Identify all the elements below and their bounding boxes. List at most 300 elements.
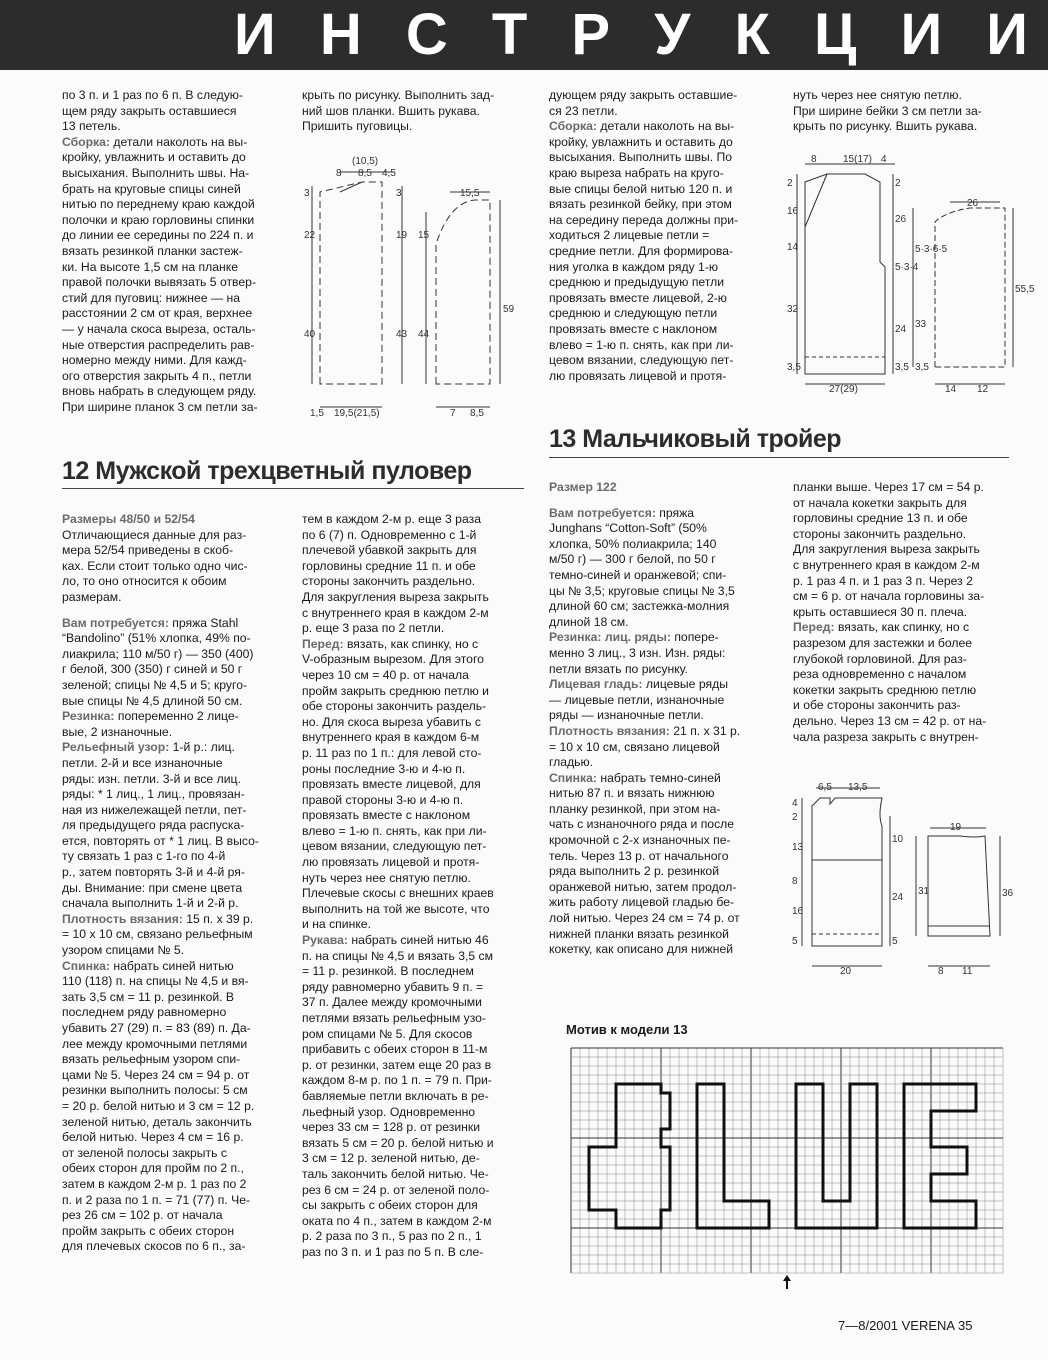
section-12-column-2 (302, 512, 520, 1261)
text-line: длиной 60 см; застежка-молния (549, 599, 730, 614)
header-letter: К (734, 2, 770, 67)
dim-label: 15,5 (460, 188, 480, 199)
text-line: р. еще 3 раза по 2 петли. (302, 621, 445, 636)
header-letter: Н (319, 2, 362, 67)
text-line: р. 11 раз по 1 п.: для левой сто- (302, 745, 482, 760)
text-line: раз по 3 п. и 1 раз по 5 п. В сле- (302, 1244, 484, 1259)
motif-grid-chart (567, 1044, 1011, 1284)
text-line: ния уголка в каждом ряду 1-ю (549, 259, 719, 274)
paragraph-label: Перед: (793, 620, 835, 635)
text-line: щем ряду закрыть оставшиеся (62, 103, 237, 118)
text-line: Пришить пуговицы. (302, 119, 413, 134)
sleeve-outline (928, 836, 990, 936)
paragraph-label: Плотность вязания: (549, 723, 670, 738)
sleeve-outline (436, 200, 490, 384)
center-arrow-icon (783, 1275, 791, 1289)
text-line: ся 23 петли. (549, 103, 618, 118)
text-line: вые спицы белой нитью 120 п. и (549, 181, 733, 196)
text-line: горловины средние 11 п. и обе (302, 558, 476, 573)
dim-label: 3,5 (915, 362, 929, 373)
text-line: ого отверстия закрыть 4 п., петли (62, 368, 252, 383)
text-line: п. на спицы № 4,5 и вязать 3,5 см (302, 948, 494, 963)
paragraph-label: Вам потребуется: (549, 505, 656, 520)
text-line: с внутреннего края в каждом 2-м (793, 557, 980, 572)
text-line: ром спицами № 5. Для скосов (302, 1026, 473, 1041)
text-line: каждом 8-м р. по 1 п. = 79 п. При- (302, 1073, 492, 1088)
text-line: расстоянии 2 см от края, верхнее (62, 306, 253, 321)
text-line: пройм закрыть с обеих сторон (62, 1223, 235, 1238)
section-12-column-1 (62, 512, 276, 1255)
dim-label: 6,5 (818, 782, 832, 793)
paragraph-text: 1-й р.: лиц. (169, 740, 235, 755)
paragraph-text: детали наколоть на вы- (597, 119, 735, 134)
dim-label: 5 (792, 936, 798, 947)
text-line: хлопка, 50% полиакрила; 140 (549, 536, 717, 551)
text-line: номерно между ними. Для кажд- (62, 353, 247, 368)
text-line-labeled (62, 709, 276, 725)
dim-label: 55,5 (1015, 284, 1035, 295)
dim-label: 13,5 (848, 782, 868, 793)
text-line: лю провязать лицевой и протя- (549, 368, 727, 383)
text-line: обеих сторон для пройм по 2 п., (62, 1161, 244, 1176)
text-line-labeled (549, 771, 767, 787)
text-line: убавить 27 (29) п. = 83 (89) п. Да- (62, 1021, 251, 1035)
text-line-labeled (302, 933, 520, 949)
dim-label: 8,5 (470, 408, 484, 419)
text-line: вязать резинкой бейку, при этом (549, 197, 732, 212)
text-line: среднюю и предыдущую петли (549, 275, 725, 290)
text-line: реза одновременно с началом (793, 667, 967, 682)
section-13-rule (549, 457, 1009, 458)
paragraph-text: вязать, как спинку, но с (834, 620, 970, 635)
text-line: полочки и краю горловины спинки (62, 212, 255, 227)
paragraph-text: попере- (670, 630, 719, 645)
dim-label: 40 (304, 329, 316, 340)
text-line: льефный узор. Одновременно (302, 1104, 476, 1119)
section-13-column-4 (793, 480, 1008, 745)
text-line: белой нитью. Через 4 см = 16 р. (62, 1130, 244, 1145)
text-line: от зеленой полосы закрыть с (62, 1145, 227, 1160)
text-line: 13 петель. (62, 119, 121, 134)
text-line: нуть через нее снятую петлю. (302, 870, 471, 885)
text-line: плечевой убавкой закрыть для (302, 543, 477, 558)
text-line: — у начала скоса выреза, осталь- (62, 321, 256, 336)
text-line: последнем ряду равномерно (62, 1005, 227, 1020)
text-line: среднюю и следующую петли (549, 306, 718, 321)
text-line: = 10 х 10 см, связано лицевой (549, 739, 720, 754)
dim-label: 27(29) (829, 384, 858, 395)
text-line (62, 606, 276, 616)
dim-label: 16 (792, 906, 804, 917)
text-line (549, 496, 767, 506)
text-line: кройку, увлажнить и оставить до (549, 134, 733, 149)
body-piece-outline (805, 174, 885, 374)
dim-label: 20 (840, 966, 852, 977)
dim-label: 5·3·4 (895, 262, 919, 273)
text-line: сы закрыть с обеих сторон для (302, 1198, 478, 1213)
column-3-top (549, 88, 767, 384)
text-line-labeled (549, 119, 767, 135)
text-line: цевом вязании, следующую пет- (549, 353, 734, 368)
text-line: цевом вязании, следующую пет- (302, 839, 487, 854)
paragraph-label: Спинка: (549, 770, 597, 785)
text-line: цами № 5. Через 24 см = 94 р. от (62, 1067, 250, 1082)
dim-label: 3,5 (787, 362, 801, 373)
text-line: но. Для скоса выреза убавить с (302, 714, 481, 729)
text-line-labeled (62, 959, 276, 975)
text-line: прибавить с обеих сторон в 11-м (302, 1042, 488, 1057)
text-line-labeled (549, 677, 767, 693)
text-line: рез 26 см = 102 р. от начала (62, 1208, 223, 1223)
text-line: стий для пуговиц: нижнее — на (62, 290, 241, 305)
text-line: ется, повторять от * 1 лиц. В высо- (62, 833, 259, 848)
text-line: Для закругления выреза закрыть (302, 589, 489, 604)
text-line: цы № 3,5; круговые спицы № 3,5 (549, 583, 735, 598)
text-line: р., затем повторять 3-й и 4-й ря- (62, 865, 245, 880)
text-line: р. от резинки, затем еще 20 раз в (302, 1057, 492, 1072)
text-line: ряда выполнить 2 р. резинкой (549, 864, 720, 879)
text-line: г белой, 300 (350) г синей и 50 г (62, 662, 243, 677)
text-line: р. 1 раз 4 п. и 1 раз 3 п. Через 2 (793, 573, 973, 588)
dim-label: 4 (792, 798, 798, 809)
text-line: темно-синей и оранжевой; спи- (549, 567, 727, 582)
text-line: высыхания. Выполнить швы. По (549, 150, 733, 165)
text-line-labeled (62, 740, 276, 756)
text-line: чать с изнаночного ряда и после (549, 817, 735, 832)
dim-label: 5 (892, 936, 898, 947)
text-line: нитью по переднему краю каждой (62, 197, 255, 212)
text-line: ряды: * 1 лиц., 1 лиц., провязан- (62, 787, 245, 802)
text-line: провязать вместе с наклоном (302, 808, 471, 823)
text-line: провязать вместе лицевой, для (302, 777, 481, 792)
dim-label: 8,5 (358, 168, 372, 179)
text-line: вновь набрать в следующем ряду. (62, 384, 257, 399)
text-line: разрезом для застежки и более (793, 635, 973, 650)
paragraph-text: лицевые ряды (642, 677, 728, 692)
section-header (0, 0, 1048, 70)
text-line: тель. Через 13 р. от начального (549, 848, 729, 863)
text-line: средние петли. Для формирова- (549, 243, 734, 258)
text-line: влево = 1-ю п. снять, как при ли- (549, 337, 734, 352)
text-line: с внутреннего края в каждом 2-м (302, 605, 489, 620)
dim-label: 15 (418, 230, 430, 241)
text-line: оката по 4 п., затем в каждом 2-м (302, 1213, 492, 1228)
text-line: 3 см = 12 р. зеленой нитью, де- (302, 1151, 480, 1166)
paragraph-text: вязать, как спинку, но с (343, 636, 479, 651)
text-line-labeled (549, 630, 767, 646)
text-line-labeled (549, 724, 767, 740)
text-line: бавляемые петли включать в ре- (302, 1088, 489, 1103)
text-line: провязать вместе с наклоном (549, 321, 718, 336)
text-line: ля предыдущего ряда распуска- (62, 818, 245, 833)
text-line: вязать резинкой планки застеж- (62, 243, 243, 258)
pattern-diagram-cardigan (300, 152, 525, 427)
text-line-labeled (62, 912, 276, 928)
header-letter: Т (491, 2, 528, 67)
text-line: ная из нижележащей петли, пет- (62, 802, 247, 817)
dim-label: 36 (1002, 888, 1014, 899)
text-line: крыть оставшиеся 30 п. плеча. (793, 604, 968, 619)
dim-label: 24 (895, 324, 907, 335)
text-line: дельно. Через 13 см = 42 р. от на- (793, 713, 987, 728)
text-line: провязать вместе лицевой, 2-ю (549, 290, 727, 305)
text-line: выполнить на той же высоте, что (302, 901, 490, 916)
paragraph-text: попеременно 2 лице- (114, 709, 239, 724)
text-line: стороны закончить раздельно. (302, 574, 476, 589)
text-line: вязать рельефным узором спи- (62, 1052, 241, 1067)
section-12-rule (62, 488, 524, 489)
text-line: нижней планки вязать резинкой (549, 926, 729, 941)
text-line: ках. Если стоит только одно чис- (62, 558, 248, 573)
dim-label: 32 (787, 304, 799, 315)
text-line-labeled (549, 480, 767, 496)
text-line: до линии ее середины по 224 п. и (62, 228, 254, 243)
text-line: ряды: изн. петли. 3-й и все лиц. (62, 771, 241, 786)
body-piece-outline (812, 798, 882, 946)
text-line-labeled (62, 512, 276, 528)
text-line: вязать 5 см = 20 р. белой нитью и (302, 1135, 494, 1150)
text-line: V-образным вырезом. Для этого (302, 652, 484, 667)
column-1-top (62, 88, 276, 415)
text-line: см = 6 р. от начала горловины за- (793, 589, 985, 604)
dim-label: 2 (792, 812, 798, 823)
dim-label: 14 (945, 384, 957, 395)
dim-label: 13 (792, 842, 804, 853)
page-footer: 7—8/2001 VERENA 35 (838, 1318, 973, 1333)
column-2-top (302, 88, 520, 135)
text-line: планки выше. Через 17 см = 54 р. (793, 480, 984, 494)
paragraph-label: Плотность вязания: (62, 911, 183, 926)
text-line: 37 п. Далее между кромочными (302, 995, 482, 1010)
text-line: м/50 г) — 300 г белой, по 50 г (549, 552, 716, 567)
text-line: и обе стороны закончить раз- (793, 698, 961, 713)
front-piece-outline (320, 182, 382, 384)
text-line-labeled (62, 616, 276, 632)
section-12-title: 12 Мужской трехцветный пуловер (62, 457, 472, 485)
text-line: узором спицами № 5. (62, 943, 185, 958)
text-line: кокетки закрыть среднюю петлю (793, 682, 977, 697)
paragraph-label: Вам потребуется: (62, 615, 169, 630)
text-line: При ширине бейки 3 см петли за- (793, 103, 982, 118)
text-line: Отличающиеся данные для раз- (62, 527, 247, 542)
section-13-title: 13 Мальчиковый тройер (549, 425, 842, 453)
text-line: ряды — изнаночные петли. (549, 708, 704, 723)
paragraph-label: Размеры 48/50 и 52/54 (62, 512, 195, 526)
text-line: крыть по рисунку. Вшить рукава. (793, 119, 978, 134)
dim-label: 8 (938, 966, 944, 977)
text-line: горловины средние 13 п. и обе (793, 511, 968, 526)
section-13-column-3 (549, 480, 767, 958)
dim-label: 19 (950, 822, 962, 833)
dim-label: 44 (418, 329, 430, 340)
header-letter: Ц (813, 2, 857, 67)
text-line: Junghans “Cotton-Soft” (50% (549, 521, 707, 536)
dim-label: 15(17) (843, 154, 872, 165)
text-line: рез 6 см = 24 р. от зеленой поло- (302, 1182, 490, 1197)
dim-label: 4,5 (382, 168, 396, 179)
paragraph-label: Спинка: (62, 958, 110, 973)
text-line: кромочной с 2-х изнаночных пе- (549, 833, 731, 848)
dim-label: 2 (787, 178, 793, 189)
dim-label: 5·3·6·5 (915, 244, 948, 255)
text-line: гладью. (549, 755, 594, 770)
dim-label: 14 (787, 242, 799, 253)
pattern-diagram-troyer (790, 776, 1018, 980)
dim-label: 8 (336, 168, 342, 179)
text-line: ки. На высоте 1,5 см на планке (62, 259, 239, 274)
text-line: краю выреза набрать на круго- (549, 165, 724, 180)
text-line: нитью 87 п. и вязать нижнюю (549, 786, 715, 801)
text-line: нуть через нее снятую петлю. (793, 88, 962, 102)
text-line: глубокой горловиной. Для раз- (793, 651, 967, 666)
text-line: лой нитью. Через 24 см = 74 р. от (549, 911, 740, 926)
text-line: для плечевых скосов по 6 п., за- (62, 1239, 246, 1254)
text-line: ходиться 2 лицевые петли = (549, 228, 710, 243)
dim-label: 26 (895, 214, 907, 225)
column-4-top (793, 88, 1008, 135)
text-line: жить работу лицевой гладью бе- (549, 895, 735, 910)
text-line: правой полочки вывязать 5 отвер- (62, 275, 257, 290)
pattern-diagram-pullover (785, 152, 1035, 397)
paragraph-text: пряжа Stahl (168, 615, 239, 630)
text-line: петлями вязать рельефным узо- (302, 1011, 486, 1025)
text-line: вые, 2 изнаночные. (62, 724, 173, 739)
header-letter: И (986, 2, 1028, 67)
text-line: лее между кромочными петлями (62, 1036, 248, 1051)
text-line: обе стороны закончить раздель- (302, 699, 487, 714)
paragraph-text: набрать темно-синей (596, 770, 721, 785)
text-line: = 20 р. белой нитью и 3 см = 12 р. (62, 1098, 255, 1113)
dim-label: 31 (918, 886, 930, 897)
paragraph-label: Рукава: (302, 933, 348, 948)
text-line: внутреннего края в каждом 6-м (302, 730, 480, 745)
dim-label: 16 (787, 206, 799, 217)
dim-label: 33 (915, 319, 927, 330)
paragraph-label: Резинка: (62, 709, 115, 724)
text-line: зеленой; спицы № 4,5 и 5; круго- (62, 677, 248, 692)
dim-label: 22 (304, 230, 316, 241)
text-line: и на спинке. (302, 917, 371, 932)
dim-label: 2 (895, 178, 901, 189)
text-line: крыть по рисунку. Выполнить зад- (302, 88, 495, 102)
text-line: резинки выполнить полосы: 5 см (62, 1083, 248, 1098)
text-line: Для закругления выреза закрыть (793, 542, 980, 557)
header-letter: У (654, 2, 691, 67)
dim-label: 11 (962, 966, 973, 977)
motif-label: Мотив к модели 13 (566, 1022, 688, 1037)
text-line: р. 2 раза по 3 п., 5 раз по 2 п., 1 (302, 1229, 482, 1244)
text-line: брать на круговые спицы синей (62, 181, 241, 196)
text-line-labeled (302, 637, 520, 653)
text-line: петли вязать по рисунку. (549, 661, 688, 676)
text-line: от начала кокетки закрыть для (793, 495, 967, 510)
text-line: ды. Внимание: при смене цвета (62, 880, 243, 895)
dim-label: 43 (396, 329, 408, 340)
text-line: затем в каждом 2-м р. 1 раз по 2 (62, 1176, 247, 1191)
text-line-labeled (793, 620, 1008, 636)
text-line: стороны закончить раздельно. (793, 526, 967, 541)
text-line: лю провязать лицевой и протя- (302, 855, 480, 870)
text-line: петли. 2-й и все изнаночные (62, 755, 223, 770)
text-line: роны последние 3-ю и 4-ю п. (302, 761, 466, 776)
text-line: ний шов планки. Вшить рукава. (302, 103, 480, 118)
header-letter: Р (571, 2, 611, 67)
dim-label: 7 (450, 408, 456, 419)
dim-label: 1,5 (310, 408, 324, 419)
text-line: длиной 18 см. (549, 614, 629, 629)
dim-label: 3,5 (895, 362, 909, 373)
sleeve-outline (935, 208, 1005, 367)
text-line-labeled (549, 506, 767, 522)
text-line: = 10 х 10 см, связано рельефным (62, 927, 253, 942)
dim-label: 59 (503, 304, 515, 315)
dim-label: 10 (892, 834, 904, 845)
text-line: Плечевые скосы с внешних краев (302, 886, 494, 901)
text-line: тем в каждом 2-м р. еще 3 раза (302, 512, 481, 526)
text-line: оранжевой нитью, затем продол- (549, 879, 737, 894)
text-line: дующем ряду закрыть оставшие- (549, 88, 738, 102)
paragraph-text: 15 п. х 39 р. (182, 911, 254, 926)
paragraph-label: Рельефный узор: (62, 740, 170, 755)
text-line: через 33 см = 128 р. от резинки (302, 1120, 480, 1135)
text-line: кокетку, как описано для нижней (549, 942, 734, 957)
dim-label: 3 (396, 188, 402, 199)
text-line: ряду равномерно убавить 9 п. = (302, 979, 484, 994)
text-line: по 6 (7) п. Одновременно с 1-й (302, 527, 477, 542)
text-line: кройку, увлажнить и оставить до (62, 150, 246, 165)
paragraph-text: пряжа (655, 505, 695, 520)
paragraph-text: 21 п. х 31 р. (669, 723, 741, 738)
paragraph-label: Резинка: лиц. ряды: (549, 630, 671, 645)
dim-label: 8 (811, 154, 817, 165)
text-line: планку резинкой, при этом на- (549, 801, 721, 816)
paragraph-text: набрать синей нитью 46 (347, 933, 489, 948)
paragraph-label: Размер 122 (549, 480, 617, 494)
text-line: таль закончить белой нитью. Че- (302, 1166, 489, 1181)
text-line: чала разреза закрыть с внутрен- (793, 729, 979, 744)
text-line: ные отверстия распределить рав- (62, 337, 255, 352)
header-letter: С (405, 2, 448, 67)
text-line: п. и 2 раза по 1 п. = 71 (77) п. Че- (62, 1192, 251, 1207)
text-line: пройм закрыть среднюю петлю и (302, 683, 489, 698)
text-line: высыхания. Выполнить швы. На- (62, 165, 250, 180)
text-line: мера 52/54 приведены в скоб- (62, 543, 234, 558)
text-line: ло, то оно относится к обоим (62, 574, 227, 589)
text-line: через 10 см = 40 р. от начала (302, 667, 469, 682)
header-letter: И (900, 2, 943, 67)
header-letter: И (234, 2, 276, 67)
dim-label: 12 (977, 384, 989, 395)
text-line: сначала выполнить 1-й и 2-й р. (62, 896, 239, 911)
paragraph-label: Лицевая гладь: (549, 677, 643, 692)
text-line: лиакрила; 110 м/50 г) — 350 (400) (62, 646, 254, 661)
text-line: ту связать 1 раз с 1-го по 4-й (62, 849, 226, 864)
paragraph-text: детали наколоть на вы- (110, 134, 248, 149)
dim-label: 19,5(21,5) (334, 408, 380, 419)
dim-label: (10,5) (352, 156, 379, 167)
text-line: При ширине планок 3 см петли за- (62, 399, 258, 414)
dim-label: 4 (881, 154, 887, 165)
paragraph-text: набрать синей нитью (109, 958, 234, 973)
section-header-title (210, 0, 1048, 70)
text-line: зать 3,5 см = 11 р. резинкой. В (62, 989, 235, 1004)
text-line: “Bandolino” (51% хлопка, 49% по- (62, 631, 251, 646)
text-line: менно 3 лиц., 3 изн. Изн. ряды: (549, 645, 726, 660)
paragraph-label: Сборка: (62, 134, 110, 149)
paragraph-label: Перед: (302, 636, 344, 651)
text-line-labeled (62, 135, 276, 151)
dim-label: 24 (892, 892, 904, 903)
